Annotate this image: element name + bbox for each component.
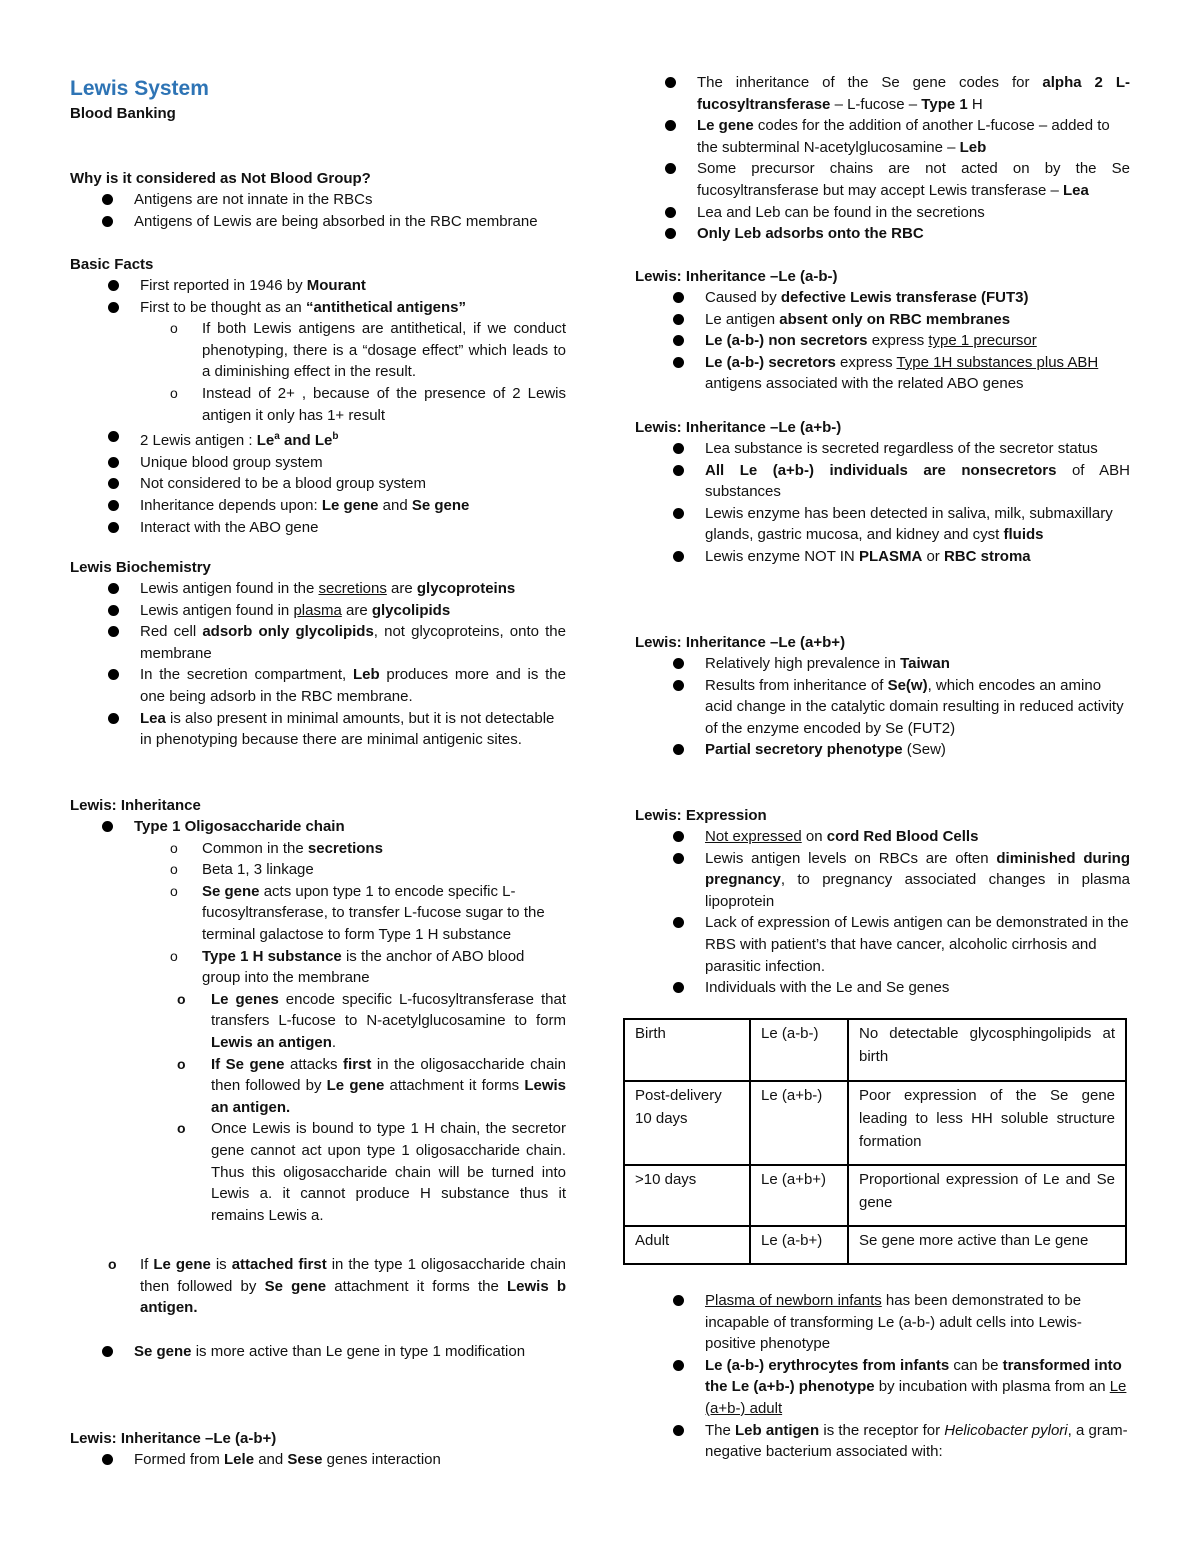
circle-bullet-icon: o — [177, 1055, 186, 1072]
text: The — [705, 1421, 736, 1439]
table-cell: Le (a+b-) — [750, 1081, 848, 1165]
list-item — [635, 848, 1130, 913]
table-cell: >10 days — [624, 1165, 750, 1226]
list-item — [635, 352, 1130, 395]
text: PLASMA — [858, 547, 923, 565]
text: genes interaction — [322, 1451, 441, 1468]
text: , a gram-negative bacterium associated with: — [705, 1421, 1128, 1461]
table-cell: Post-delivery 10 days — [624, 1081, 750, 1165]
circle-bullet-icon: o — [170, 839, 178, 856]
text: is — [210, 1256, 232, 1273]
text: of ABH substances — [705, 461, 1131, 501]
text: All Le (a+b-) individuals are nonsecretors — [705, 461, 1057, 479]
sub-list-item — [70, 838, 566, 860]
text: “antithetical antigens” — [305, 298, 466, 316]
list-item — [635, 1290, 1130, 1355]
text: secretions — [318, 580, 387, 597]
a-neg-b-neg-section — [635, 266, 1130, 395]
lewis-expression-table — [623, 1018, 1127, 1265]
text: glycoproteins — [416, 580, 516, 597]
text: Some precursor chains are not acted on by the Se fucosyltransferase but may accept Lewis transferase – — [697, 160, 1130, 199]
text: Lewis b antigen. — [140, 1277, 567, 1317]
a-pos-b-neg-section — [635, 417, 1130, 568]
text: Lewis enzyme has been detected in saliva, milk, submaxillary glands, gastric mucosa, and kidney and cyst — [705, 504, 1113, 544]
text: and Le — [279, 432, 333, 450]
section-heading: Lewis: Expression — [635, 807, 767, 824]
section-heading: Why is it considered as Not Blood Group? — [70, 170, 371, 187]
circle-bullet-icon: o — [177, 990, 186, 1007]
inheritance-note — [70, 1254, 566, 1319]
text: Sese — [287, 1451, 323, 1468]
section-heading: Lewis: Inheritance –Le (a+b+) — [635, 634, 846, 651]
text: absent only on RBC membranes — [779, 310, 1011, 328]
text: Lea — [1063, 181, 1089, 199]
text: transformed into the Le (a+b-) phenotype — [705, 1356, 1122, 1396]
text: Partial secretory phenotype — [705, 741, 903, 759]
list-item: Interact with the ABO gene — [70, 517, 566, 539]
list-item — [70, 708, 566, 751]
list-item: Unique blood group system — [70, 452, 566, 474]
sub-list-item — [70, 989, 566, 1054]
text: Instead of 2+ , because of the presence of 2 Lewis antigen it only has 1+ result — [202, 384, 566, 424]
text: Red cell — [140, 623, 203, 641]
text: RBC stroma — [943, 547, 1031, 565]
inheritance-section — [70, 795, 566, 1226]
text: Se(w) — [887, 676, 928, 694]
section-heading: Lewis: Inheritance –Le (a-b-) — [635, 268, 838, 285]
list-item — [70, 578, 566, 600]
superscript: a — [274, 431, 280, 443]
list-item — [635, 675, 1130, 740]
list-item: Lack of expression of Lewis antigen can be demonstrated in the RBS with patient’s that have cancer, alcoholic cirrhosis and parasitic infection. — [635, 912, 1130, 977]
text: Formed from — [134, 1451, 225, 1468]
list-item — [635, 72, 1130, 115]
text: H — [967, 95, 983, 113]
why-section — [70, 168, 566, 232]
text: and — [378, 496, 412, 514]
text: Le antigen — [705, 310, 780, 328]
text: , which encodes an amino acid change in the catalytic domain resulting in reduced activity of the enzyme encoded by Se (FUT2) — [705, 676, 1124, 737]
text: Inheritance depends upon: — [140, 496, 322, 514]
text: If both Lewis antigens are antithetical, if we conduct phenotyping, there is a “dosage effect” which leads to a diminishing effect in the result. — [202, 320, 566, 381]
text: , to pregnancy associated changes in plasma lipoprotein — [705, 871, 1130, 910]
text: Le gene — [326, 1077, 385, 1095]
list-item — [635, 330, 1130, 352]
list-item: Lea substance is secreted regardless of the secretor status — [635, 438, 1130, 460]
sub-list-item — [70, 1118, 566, 1226]
text: are — [341, 601, 372, 619]
text: Not expressed — [705, 828, 802, 845]
text: is also present in minimal amounts, but it is not detectable in phenotyping because there are minimal antigenic sites. — [140, 709, 555, 749]
list-item — [635, 460, 1130, 503]
biochemistry-section — [70, 557, 566, 751]
list-item — [70, 1341, 566, 1363]
text: Se gene — [411, 496, 470, 514]
text: Le (a-b-) non secretors — [705, 332, 868, 350]
text: Taiwan — [900, 655, 950, 672]
text: attached first — [231, 1256, 327, 1273]
text: – L-fucose – — [830, 95, 922, 113]
text: express — [867, 332, 929, 350]
sub-list-item — [70, 1054, 566, 1119]
list-item — [635, 158, 1130, 201]
list-item — [70, 275, 566, 297]
sub-list-item — [70, 859, 566, 881]
section-heading: Lewis: Inheritance –Le (a+b-) — [635, 419, 842, 436]
list-item — [70, 621, 566, 664]
text: or — [922, 547, 944, 565]
sub-list-item — [70, 881, 566, 946]
list-item — [635, 546, 1130, 568]
text: glycolipids — [371, 601, 451, 619]
table-cell: Le (a-b+) — [750, 1226, 848, 1264]
table-row — [624, 1165, 1126, 1226]
text: alpha 2 L-fucosyltransferase — [697, 74, 1130, 113]
table-cell: Adult — [624, 1226, 750, 1264]
text: Le — [256, 432, 275, 450]
text: defective Lewis transferase (FUT3) — [780, 289, 1029, 306]
table-cell: Se gene more active than Le gene — [848, 1226, 1126, 1264]
text: Le (a+b-) adult — [705, 1378, 1127, 1417]
text: attachment it forms the — [326, 1277, 507, 1295]
text: type 1 precursor — [928, 332, 1037, 350]
table-row — [624, 1019, 1126, 1081]
page-title: Lewis System — [70, 77, 209, 100]
text: Le (a-b-) secretors — [705, 353, 836, 371]
text: cord Red Blood Cells — [826, 828, 979, 845]
newborn-section — [635, 1290, 1130, 1463]
list-item — [635, 503, 1130, 546]
section-heading: Lewis: Inheritance — [70, 797, 201, 814]
text: Lewis antigen found in — [140, 601, 294, 619]
text: In the secretion compartment, — [140, 666, 353, 684]
text: Once Lewis is bound to type 1 H chain, the secretor gene cannot act upon type 1 oligosaccharide chain. Thus this oligosaccharide chain will be turned into Lewis a. it cannot produce H substance thus it remains Lewis a. — [211, 1120, 566, 1224]
list-item — [70, 664, 566, 707]
text: Type 1 — [921, 95, 968, 113]
text: , not glycoproteins, onto the membrane — [140, 623, 566, 662]
text: adsorb only glycolipids — [202, 623, 374, 641]
table-cell: Proportional expression of Le and Se gene — [848, 1165, 1126, 1226]
text: The inheritance of the Se gene codes for — [697, 74, 1043, 91]
table-cell: Poor expression of the Se gene leading to less HH soluble structure formation — [848, 1081, 1126, 1165]
text: attacks — [284, 1055, 344, 1073]
table-cell: No detectable glycosphingolipids at birth — [848, 1019, 1126, 1081]
circle-bullet-icon: o — [177, 1120, 186, 1137]
text: (Sew) — [902, 741, 946, 759]
text: can be — [949, 1356, 1003, 1374]
text: codes for the addition of another L-fucose – added to the subterminal N-acetylglucosamine – — [697, 117, 1110, 156]
text: Se gene — [264, 1277, 327, 1295]
text: in the type 1 oligosaccharide chain then followed by — [140, 1256, 566, 1295]
text: Leb — [959, 138, 987, 156]
circle-bullet-icon: o — [170, 384, 178, 401]
text: produces more and is the one being adsorb in the RBC membrane. — [140, 666, 566, 705]
text: Beta 1, 3 linkage — [202, 861, 314, 879]
circle-bullet-icon: o — [170, 947, 178, 964]
text: If Se gene — [211, 1055, 285, 1073]
table-cell: Le (a-b-) — [750, 1019, 848, 1081]
text: Common in the — [202, 839, 308, 857]
text: Lewis an antigen. — [211, 1077, 566, 1116]
text: Leb — [352, 666, 380, 684]
list-item — [635, 1420, 1130, 1463]
list-item: Antigens of Lewis are being absorbed in the RBC membrane — [70, 211, 566, 233]
sub-list-item — [70, 946, 566, 989]
text: on — [801, 828, 827, 845]
list-item — [635, 115, 1130, 158]
text: Lea — [140, 709, 166, 727]
text: Lewis enzyme NOT IN — [705, 547, 859, 565]
list-item: Lea and Leb can be found in the secretions — [635, 202, 1130, 224]
text: Relatively high prevalence in — [705, 655, 901, 672]
text: plasma — [293, 601, 342, 619]
text: are — [386, 580, 417, 597]
section-heading: Lewis: Inheritance –Le (a-b+) — [70, 1430, 277, 1447]
a-pos-b-pos-section — [635, 632, 1130, 761]
text: Se gene — [134, 1343, 192, 1360]
basic-facts-section — [70, 254, 566, 538]
text: Se gene — [202, 882, 260, 900]
sub-list-item — [70, 383, 566, 426]
text: Leb antigen — [735, 1421, 820, 1439]
text: Lewis antigen found in the — [140, 580, 319, 597]
list-item — [635, 287, 1130, 309]
text: Helicobacter pylori — [944, 1421, 1068, 1439]
circle-bullet-icon: o — [170, 861, 178, 878]
superscript: b — [332, 431, 339, 443]
text: Type 1 Oligosaccharide chain — [134, 818, 345, 835]
list-item — [635, 653, 1130, 675]
list-item — [635, 1355, 1130, 1420]
list-item: Individuals with the Le and Se genes — [635, 977, 1130, 999]
text: diminished during pregnancy — [705, 849, 1130, 889]
text: fluids — [1003, 526, 1044, 544]
text: encode specific L-fucosyltransferase that transfers L-fucose to N-acetylglucosamine to form — [211, 990, 566, 1030]
section-heading: Basic Facts — [70, 256, 154, 273]
text: Type 1 H substance — [202, 947, 342, 965]
circle-bullet-icon: o — [170, 882, 178, 899]
sub-list-item — [70, 1254, 566, 1319]
text: is the receptor for — [819, 1421, 945, 1439]
text: Results from inheritance of — [705, 676, 888, 694]
text: First to be thought as an — [140, 298, 306, 316]
text: and — [254, 1451, 288, 1468]
sub-list-item — [70, 318, 566, 383]
se-gene-note — [70, 1341, 566, 1363]
text: . — [331, 1033, 337, 1051]
list-item — [635, 223, 1130, 245]
list-item — [70, 1449, 566, 1471]
text: Le gene — [321, 496, 379, 514]
list-item — [70, 495, 566, 517]
list-item — [635, 309, 1130, 331]
text: First reported in 1946 by — [140, 277, 307, 294]
text: If — [140, 1256, 154, 1273]
text: by incubation with plasma from an — [874, 1378, 1110, 1396]
text: Le gene — [153, 1256, 211, 1273]
text: Lewis antigen levels on RBCs are often — [705, 849, 997, 867]
table-row — [624, 1226, 1126, 1264]
page-subtitle: Blood Banking — [70, 105, 176, 122]
text: Only Leb adsorbs onto the RBC — [697, 225, 924, 243]
expression-section — [635, 805, 1130, 999]
text: Type 1H substances plus ABH — [896, 353, 1099, 371]
text: Le genes — [211, 990, 279, 1008]
list-item — [70, 426, 566, 452]
text: antigens associated with the related ABO genes — [705, 375, 1024, 393]
text: acts upon type 1 to encode specific L-fucosyltransferase, to transfer L-fucose sugar to the terminal galactose to form Type 1 H substance — [202, 882, 545, 943]
text: in the oligosaccharide chain then followed by — [211, 1055, 566, 1095]
text: Lewis an antigen — [211, 1033, 332, 1051]
list-item — [70, 816, 566, 838]
text: secretions — [307, 839, 383, 857]
text: Mourant — [306, 277, 366, 294]
text: has been demonstrated to be incapable of transforming Le (a-b-) adult cells into Lewis-positive phenotype — [705, 1292, 1082, 1353]
text: Le (a-b-) erythrocytes from infants — [705, 1356, 950, 1374]
text: express — [835, 353, 897, 371]
table-cell: Birth — [624, 1019, 750, 1081]
text: Caused by — [705, 289, 781, 306]
text: Le gene — [697, 117, 754, 135]
text: is more active than Le gene in type 1 modification — [191, 1343, 526, 1360]
list-item: Antigens are not innate in the RBCs — [70, 189, 566, 211]
circle-bullet-icon: o — [170, 320, 178, 337]
list-item: Not considered to be a blood group system — [70, 473, 566, 495]
se-le-summary — [635, 72, 1130, 245]
a-neg-b-pos-section — [70, 1428, 566, 1471]
list-item — [70, 297, 566, 319]
text: Plasma of newborn infants — [705, 1292, 882, 1309]
text: 2 Lewis antigen : — [140, 432, 257, 450]
table-cell: Le (a+b+) — [750, 1165, 848, 1226]
section-heading: Lewis Biochemistry — [70, 559, 211, 576]
list-item — [635, 739, 1130, 761]
text: attachment it forms — [384, 1077, 525, 1095]
text: first — [343, 1055, 372, 1073]
table-row — [624, 1081, 1126, 1165]
text: is the anchor of ABO blood group into the membrane — [202, 947, 525, 987]
list-item — [635, 826, 1130, 848]
list-item — [70, 600, 566, 622]
circle-bullet-icon: o — [108, 1256, 117, 1272]
text: Lele — [224, 1451, 255, 1468]
